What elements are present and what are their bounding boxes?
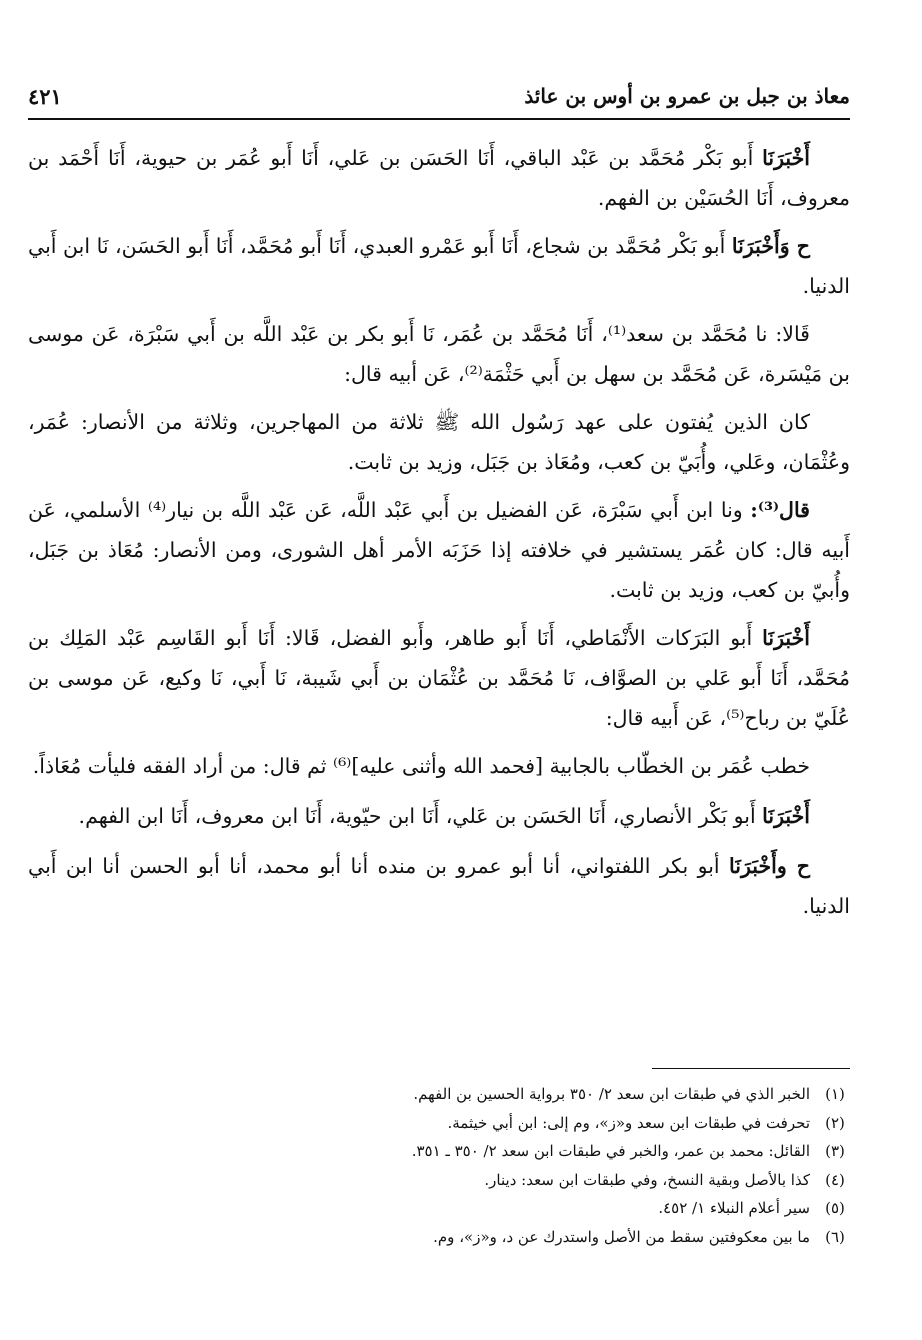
header-title: معاذ بن جبل بن عمرو بن أوس بن عائذ (524, 84, 850, 108)
paragraph-text: ونا ابن أَبي سَبْرَة، عَن الفضيل بن أَبي عَبْد اللَّه، عَن عَبْد اللَّه بن نيار⁽⁴⁾ الأسلمي، عَن أَبيه قال: كان عُمَر يستشير في خلافته إذا حَزَبَه الأمر أهل الشورى، ومن الأنصار: مُعَاذ بن جَبَل، وأُبيّ بن كعب، وزيد بن ثابت. (28, 498, 850, 602)
footnote-number: (٦) (825, 1227, 845, 1246)
paragraph-text: أَبو البَرَكات الأَنْمَاطي، أَنَا أَبو طاهر، وأَبو الفضل، قَالا: أَنَا أَبو القَاسِم عَبْد المَلِك بن مُحَمَّد، أَنَا أَبو عَلي بن الصوَّاف، نَا مُحَمَّد بن عُثْمَان بن أَبي شَيبة، نَا أَبي، نَا وكيع، عَن موسى بن عُلَيّ بن رباح⁽⁵⁾، عَن أَبيه قال: (28, 626, 850, 730)
paragraph-text: أَبو بَكْر مُحَمَّد بن شجاع، أَنَا أَبو عَمْرو العبدي، أَنَا أَبو مُحَمَّد، أَنَا أَبو الحَسَن، نَا ابن أَبي الدنيا. (28, 234, 850, 298)
main-text (28, 138, 850, 934)
keyword: أَخْبَرَنَا (762, 146, 810, 170)
footnote (28, 1194, 850, 1223)
footnotes (28, 1080, 850, 1251)
footnote-number: (٤) (825, 1170, 845, 1189)
keyword: ح وَأَخْبَرَنَا (731, 234, 810, 258)
footnote (28, 1223, 850, 1252)
page-number: ٤٢١ (28, 83, 62, 109)
footnote-text: ما بين معكوفتين سقط من الأصل واستدرك عن د، و«ز»، وم. (433, 1227, 810, 1246)
paragraph-text: أَبو بَكْر الأنصاري، أَنَا الحَسَن بن عَلي، أَنَا ابن حيّوية، أَنَا ابن معروف، أَنَا ابن الفهم. (78, 804, 756, 828)
paragraph (28, 138, 850, 218)
footnote (28, 1109, 850, 1138)
paragraph-text: كان الذين يُفتون على عهد رَسُول الله ﷺ ثلاثة من المهاجرين، وثلاثة من الأنصار: عُمَر، وعُثْمَان، وعَلي، وأُبَيّ بن كعب، ومُعَاذ بن جَبَل، وزيد بن ثابت. (28, 410, 850, 474)
footnote (28, 1166, 850, 1195)
keyword: أَخْبَرَنَا (762, 804, 810, 828)
keyword: أَخْبَرَنَا (762, 626, 810, 650)
running-header (28, 74, 850, 120)
footnote (28, 1137, 850, 1166)
footnote-text: تحرفت في طبقات ابن سعد و«ز»، وم إلى: ابن أبي خيثمة. (447, 1113, 810, 1132)
paragraph (28, 402, 850, 482)
keyword: ح وأَخْبَرَنَا (729, 854, 810, 878)
footnote (28, 1080, 850, 1109)
paragraph-text: قَالا: نا مُحَمَّد بن سعد⁽¹⁾، أَنَا مُحَمَّد بن عُمَر، نَا أَبو بكر بن عَبْد اللَّه بن أَبي سَبْرَة، عَن موسى بن مَيْسَرة، عَن مُحَمَّد بن سهل بن أَبي حَثْمَة⁽²⁾، عَن أبيه قال: (28, 322, 850, 386)
paragraph-text: خطب عُمَر بن الخطّاب بالجابية [فحمد الله وأثنى عليه]⁽⁶⁾ ثم قال: من أراد الفقه فليأت مُعَاذاً. (32, 754, 810, 778)
footnote-text: سير أعلام النبلاء ١/ ٤٥٢. (658, 1199, 810, 1217)
footnote-number: (١) (825, 1085, 845, 1103)
paragraph (28, 846, 850, 926)
paragraph (28, 796, 850, 836)
paragraph-text: أَبو بَكْر مُحَمَّد بن عَبْد الباقي، أَنَا الحَسَن بن عَلي، أَنَا أَبو عُمَر بن حيوية، أَنَا أَحْمَد بن معروف، أَنَا الحُسَيْن بن الفهم. (28, 146, 850, 210)
paragraph (28, 226, 850, 306)
paragraph (28, 490, 850, 610)
footnote-number: (٢) (825, 1113, 845, 1132)
footnote-number: (٥) (825, 1199, 845, 1217)
paragraph (28, 746, 850, 786)
paragraph (28, 618, 850, 738)
footnote-text: كذا بالأصل وبقية النسخ، وفي طبقات ابن سعد: دينار. (484, 1170, 810, 1189)
footnote-text: القائل: محمد بن عمر، والخبر في طبقات ابن سعد ٢/ ٣٥٠ ـ ٣٥١. (411, 1142, 810, 1160)
keyword: قال⁽³⁾: (750, 498, 810, 522)
footnotes-divider (652, 1068, 850, 1069)
footnote-text: الخبر الذي في طبقات ابن سعد ٢/ ٣٥٠ برواية الحسين بن الفهم. (413, 1085, 810, 1103)
paragraph-text: أبو بكر اللفتواني، أنا أبو عمرو بن منده أنا أبو محمد، أنا أبو الحسن أنا ابن أَبي الدنيا. (28, 854, 850, 918)
footnote-number: (٣) (825, 1142, 845, 1160)
paragraph (28, 314, 850, 394)
